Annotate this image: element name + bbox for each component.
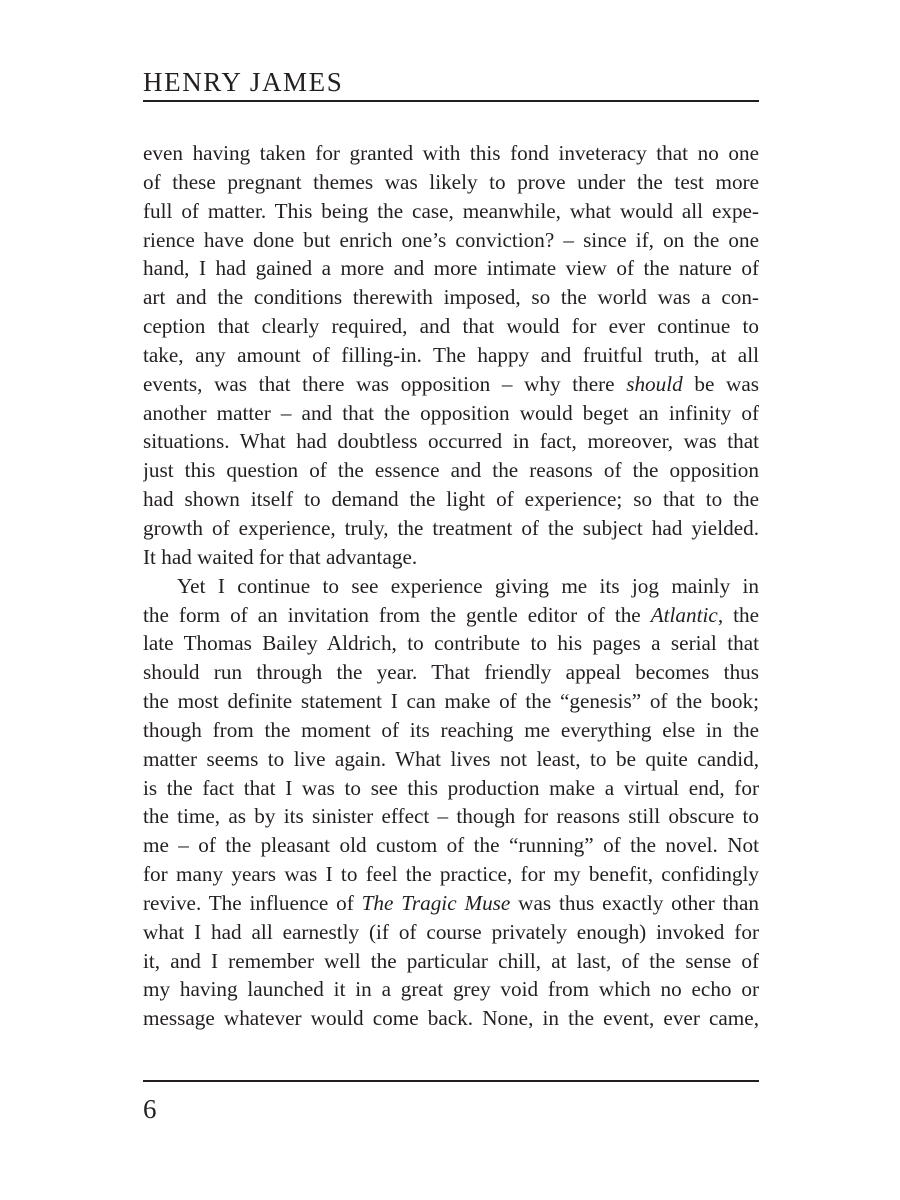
italic-text: should — [626, 371, 683, 396]
text-run: another matter – and that the opposition would beget an infinity of — [143, 400, 759, 425]
text-run: matter seems to live again. What lives not least, to be quite candid, — [143, 746, 759, 771]
italic-text: The Tragic Muse — [361, 890, 511, 915]
text-run: for many years was I to feel the practice, for my benefit, confidingly — [143, 862, 759, 887]
text-run: me – of the pleasant old custom of the “running” of the novel. Not — [143, 833, 759, 858]
text-line — [143, 197, 759, 226]
text-run: though from the moment of its reaching me everything else in the — [143, 717, 759, 742]
text-line — [143, 687, 759, 716]
text-run: art and the conditions therewith imposed, so the world was a con- — [143, 285, 759, 310]
text-line — [143, 514, 759, 543]
text-run: late Thomas Bailey Aldrich, to contribute to his pages a serial that — [143, 631, 759, 656]
text-line — [143, 168, 759, 197]
text-line — [143, 716, 759, 745]
text-line — [143, 456, 759, 485]
text-run: rience have done but enrich one’s conviction? – since if, on the one — [143, 227, 759, 252]
text-run: my having launched it in a great grey void from which no echo or — [143, 977, 759, 1002]
paragraph — [143, 572, 759, 1034]
text-line — [143, 745, 759, 774]
text-line — [143, 975, 759, 1004]
text-line — [143, 658, 759, 687]
text-run: just this question of the essence and the reasons of the opposition — [143, 458, 759, 483]
text-run: was thus exactly other than — [510, 890, 759, 915]
text-run: message whatever would come back. None, in the event, ever came, — [143, 1006, 759, 1031]
text-run: is the fact that I was to see this production make a virtual end, for — [143, 775, 759, 800]
text-run: be was — [682, 371, 759, 396]
footer-rule — [143, 1080, 759, 1082]
text-line — [143, 1004, 759, 1033]
text-run: hand, I had gained a more and more intimate view of the nature of — [143, 256, 759, 281]
text-line — [143, 341, 759, 370]
text-run: revive. The influence of — [143, 890, 362, 915]
text-run: had shown itself to demand the light of experience; so that to the — [143, 487, 759, 512]
text-run: should run through the year. That friendly appeal becomes thus — [143, 660, 759, 685]
text-line — [143, 312, 759, 341]
text-line — [143, 918, 759, 947]
text-run: events, was that there was opposition – why there — [143, 371, 627, 396]
text-run: it, and I remember well the particular chill, at last, of the sense of — [143, 948, 759, 973]
body-text — [143, 139, 759, 1033]
text-line — [143, 485, 759, 514]
text-line — [143, 254, 759, 283]
text-line — [143, 629, 759, 658]
text-line — [143, 283, 759, 312]
running-head: HENRY JAMES — [143, 67, 344, 97]
text-run: what I had all earnestly (if of course privately enough) invoked for — [143, 919, 759, 944]
text-line — [143, 226, 759, 255]
text-line — [143, 399, 759, 428]
header-rule — [143, 100, 759, 102]
text-run: It had waited for that advantage. — [143, 544, 418, 569]
text-run: Yet I continue to see experience giving me its jog mainly in — [177, 573, 759, 598]
italic-text: Atlantic — [650, 602, 718, 627]
text-run: the time, as by its sinister effect – though for reasons still obscure to — [143, 804, 759, 829]
text-run: of these pregnant themes was likely to prove under the test more — [143, 169, 759, 194]
text-run: even having taken for granted with this fond inveteracy that no one — [143, 141, 759, 165]
text-line — [143, 774, 759, 803]
paragraph — [143, 139, 759, 572]
text-line — [143, 601, 759, 630]
text-run: take, any amount of filling-in. The happy and fruitful truth, at all — [143, 342, 759, 367]
text-run: the form of an invitation from the gentle editor of the — [143, 602, 651, 627]
text-run: situations. What had doubtless occurred in fact, moreover, was that — [143, 429, 759, 454]
text-run: full of matter. This being the case, meanwhile, what would all expe- — [143, 198, 759, 223]
text-line — [143, 831, 759, 860]
text-line — [143, 802, 759, 831]
text-line — [143, 860, 759, 889]
text-run: ception that clearly required, and that would for ever continue to — [143, 314, 759, 339]
text-run: the most definite statement I can make of the “genesis” of the book; — [143, 689, 759, 714]
page-number: 6 — [143, 1094, 157, 1124]
text-run: , the — [717, 602, 759, 627]
text-line — [143, 370, 759, 399]
text-line — [143, 427, 759, 456]
text-line — [143, 543, 759, 572]
text-line — [143, 139, 759, 168]
text-line — [143, 889, 759, 918]
text-line — [143, 947, 759, 976]
text-run: growth of experience, truly, the treatment of the subject had yielded. — [143, 515, 759, 540]
text-line — [143, 572, 759, 601]
